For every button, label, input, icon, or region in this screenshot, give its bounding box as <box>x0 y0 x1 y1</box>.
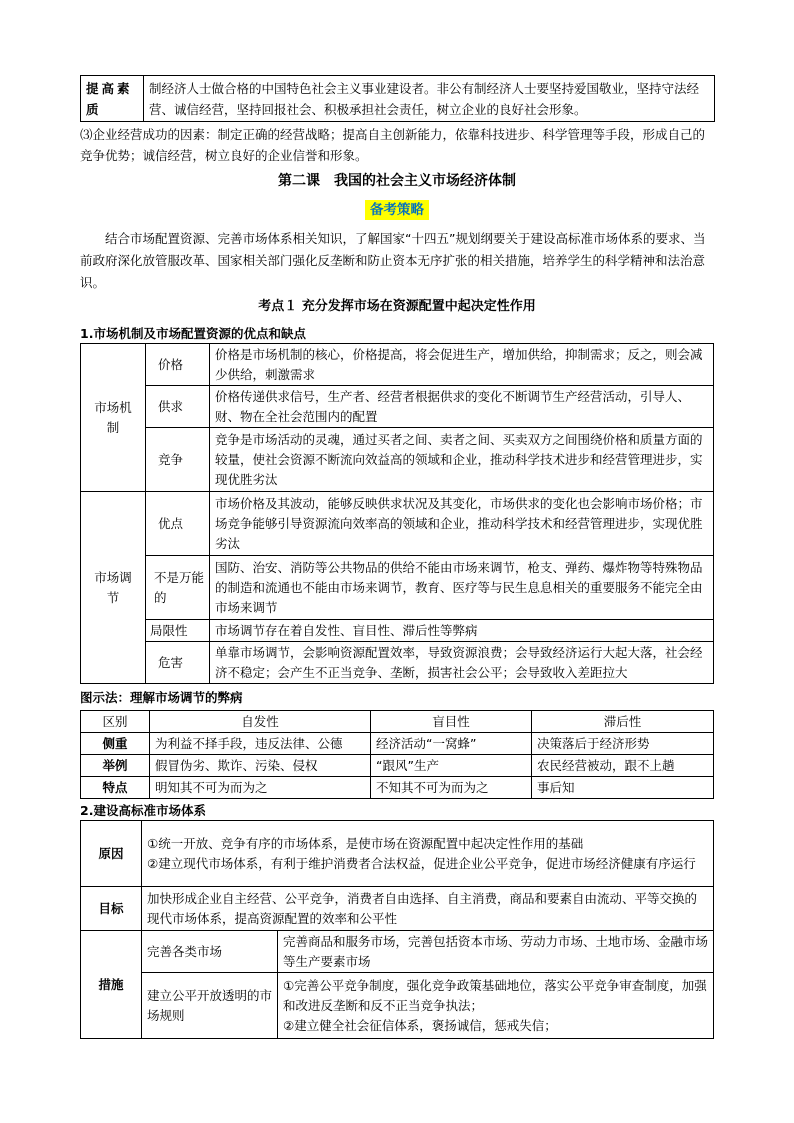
system-label-reason: 原因 <box>81 821 142 887</box>
defects-cell: 为利益不择手段，违反法律、公德 <box>150 733 371 755</box>
row-text-limit: 市场调节存在着自发性、盲目性、滞后性等弊病 <box>210 620 714 642</box>
row-text-merit: 市场价格及其波动，能够反映供求状况及其变化，市场供求的变化也会影响市场价格；市场竞争能够引导资源流向效率高的领域和企业，推动科学技术和经营管理进步，实现优胜劣汰 <box>210 492 714 556</box>
system-label-measure: 措施 <box>81 931 142 1039</box>
defects-row-label: 侧重 <box>81 733 150 755</box>
defects-cell: 农民经营被动，跟不上趟 <box>532 755 714 777</box>
defects-header-1: 自发性 <box>150 711 371 733</box>
system-m2-cell <box>278 973 714 1039</box>
row-text-price: 价格是市场机制的核心，价格提高，将会促进生产，增加供给，抑制需求；反之，则会减少供给，刺激需求 <box>210 344 714 386</box>
strategy-badge: 备考策略 <box>365 200 429 220</box>
defects-table <box>80 710 714 799</box>
defects-header-2: 盲目性 <box>371 711 532 733</box>
group-mechanism: 市场机制 <box>81 344 146 492</box>
group-regulation: 市场调节 <box>81 492 146 684</box>
system-goal-text: 加快形成企业自主经营、公平竞争，消费者自由选择、自主消费，商品和要素自由流动、平等交换的现代市场体系，提高资源配置的效率和公平性 <box>142 887 714 931</box>
success-factors: ⑶企业经营成功的因素：制定正确的经营战略；提高自主创新能力，依靠科技进步、科学管理等手段，形成自己的竞争优势；诚信经营，树立良好的企业信誉和形象。 <box>80 127 706 163</box>
system-table <box>80 820 714 1039</box>
system-reason-1: ①统一开放、竞争有序的市场体系，是使市场在资源配置中起决定性作用的基础 <box>147 835 584 851</box>
system-reason-2: ②建立现代市场体系，有利于维护消费者合法权益，促进企业公平竞争，促进市场经济健康有序运行 <box>147 855 696 871</box>
row-label-merit: 优点 <box>146 492 210 556</box>
system-m2-text2: ②建立健全社会征信体系，褒扬诚信，惩戒失信； <box>283 1017 557 1033</box>
defects-cell: “跟风”生产 <box>371 755 532 777</box>
row-text-harm: 单靠市场调节，会影响资源配置效率，导致资源浪费；会导致经济运行大起大落，社会经济不稳定；会产生不正当竞争、垄断，损害社会公平；会导致收入差距拉大 <box>210 642 714 684</box>
defects-header-0: 区别 <box>81 711 150 733</box>
row-label-price: 价格 <box>146 344 210 386</box>
system-m2-text1: ①完善公平竞争制度，强化竞争政策基础地位，落实公平竞争审查制度，加强和改进反垄断和反不正当竞争执法； <box>283 977 707 1013</box>
defects-cell: 明知其不可为而为之 <box>150 777 371 799</box>
kaodian-title: 考点１ 充分发挥市场在资源配置中起决定性作用 <box>258 299 536 314</box>
mechanism-table <box>80 343 714 684</box>
defects-cell: 经济活动“一窝蜂” <box>371 733 532 755</box>
row-label-harm: 危害 <box>146 642 210 684</box>
lesson-title: 第二课 我国的社会主义市场经济体制 <box>278 173 516 189</box>
row-text-compete: 竞争是市场活动的灵魂，通过买者之间、卖者之间、买卖双方之间围绕价格和质量方面的较量，使社会资源不断流向效益高的领域和企业，推动科学技术进步和经营管理进步，实现优胜劣汰 <box>210 428 714 492</box>
row-label-limit: 局限性 <box>146 620 210 642</box>
system-m2-label: 建立公平开放透明的市场规则 <box>142 973 278 1039</box>
defects-cell: 事后知 <box>532 777 714 799</box>
section2-title: 2.建设高标准市场体系 <box>80 803 206 818</box>
defects-row-label: 举例 <box>81 755 150 777</box>
row-text-notall: 国防、治安、消防等公共物品的供给不能由市场来调节，枪支、弹药、爆炸物等特殊物品的制造和流通也不能由市场来调节，教育、医疗等与民生息息相关的重要服务不能完全由市场来调节 <box>210 556 714 620</box>
system-label-goal: 目标 <box>81 887 142 931</box>
diagram-title: 图示法：理解市场调节的弊病 <box>80 690 243 705</box>
section1-title: 1.市场机制及市场配置资源的优点和缺点 <box>80 326 306 341</box>
defects-row-label: 特点 <box>81 777 150 799</box>
strategy-text: 结合市场配置资源、完善市场体系相关知识，了解国家“十四五”规划纲要关于建设高标准市场体系的要求、当前政府深化放管服改革、国家相关部门强化反垄断和防止资本无序扩张的相关措施，培养学生的科学精神和法治意识。 <box>80 231 706 290</box>
defects-header-3: 滞后性 <box>532 711 714 733</box>
row-label-supply: 供求 <box>146 386 210 428</box>
row-label-compete: 竞争 <box>146 428 210 492</box>
defects-cell: 不知其不可为而为之 <box>371 777 532 799</box>
row-label-notall: 不是万能的 <box>146 556 210 620</box>
top-table-label: 提高素质 <box>81 76 144 122</box>
defects-cell: 决策落后于经济形势 <box>532 733 714 755</box>
system-m1-label: 完善各类市场 <box>142 931 278 973</box>
row-text-supply: 价格传递供求信号，生产者、经营者根据供求的变化不断调节生产经营活动，引导人、财、物在全社会范围内的配置 <box>210 386 714 428</box>
system-reason-cell <box>142 821 714 887</box>
system-m1-text: 完善商品和服务市场，完善包括资本市场、劳动力市场、土地市场、金融市场等生产要素市场 <box>278 931 714 973</box>
defects-cell: 假冒伪劣、欺诈、污染、侵权 <box>150 755 371 777</box>
top-table <box>80 75 715 122</box>
top-table-content: 制经济人士做合格的中国特色社会主义事业建设者。非公有制经济人士要坚持爱国敬业，坚持守法经营、诚信经营，坚持回报社会、积极承担社会责任，树立企业的良好社会形象。 <box>144 76 715 122</box>
